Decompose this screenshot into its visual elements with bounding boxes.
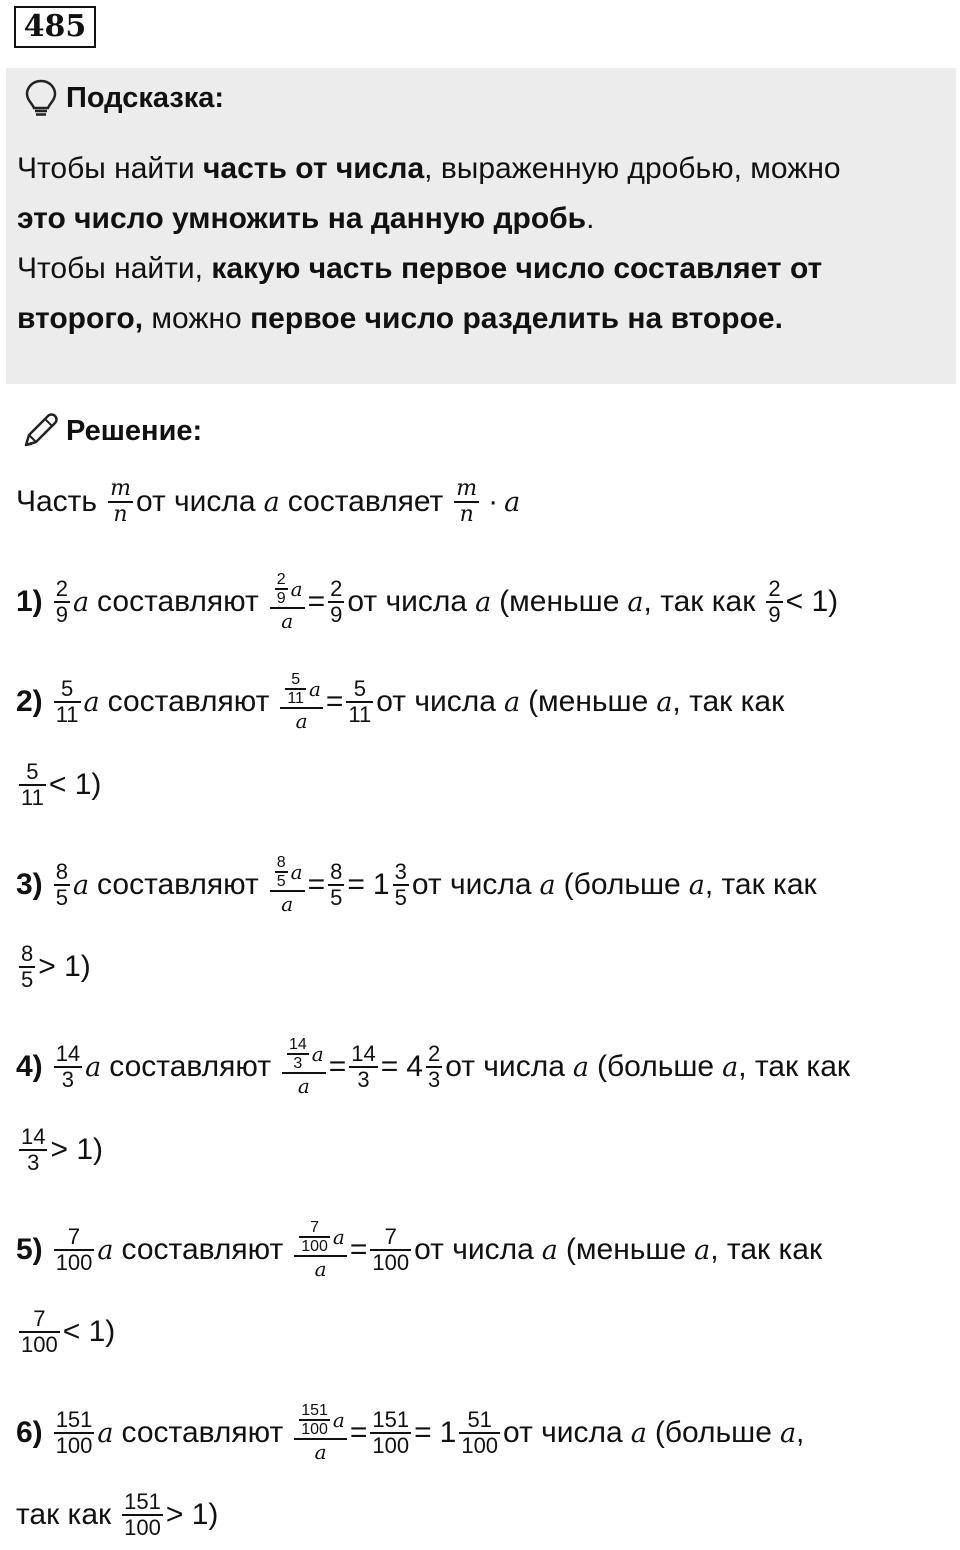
variable-a: a [314,1256,327,1281]
fraction-den: 9 [768,602,781,627]
intro-text: Часть [16,485,98,518]
fraction [54,860,70,910]
fraction-den: 100 [372,1433,410,1458]
solution-item [16,1037,850,1097]
variable-a: a [263,486,280,518]
item-label: 3) [16,868,43,901]
fraction-num: m [456,476,478,501]
fraction-den: 100 [461,1433,499,1458]
equals-sign: = [349,1416,368,1449]
compare-word: (меньше [565,1233,687,1266]
solution-item [16,1220,822,1280]
since-text: , так как [672,685,785,718]
fraction-den: 100 [301,1237,328,1255]
variable-a: a [281,891,294,916]
since-text: , так как [643,585,756,618]
equals-sign: = [349,1233,368,1266]
equals-sign: = [307,585,326,618]
variable-a: a [72,869,90,901]
hint-panel [6,68,956,384]
variable-a: a [295,708,308,733]
fraction-num: 5 [353,676,366,701]
solution-item-continuation [16,937,91,997]
fraction-num: 14 [351,1041,376,1066]
word-of: от числа [347,585,468,618]
hint-bold-part: первое число разделить на второе. [250,302,783,335]
variable-a: a [297,1073,310,1098]
fraction-den: 100 [55,1250,93,1275]
hint-line-3 [17,244,947,294]
dot-sign: · [488,485,499,518]
solution-item-continuation [16,1120,103,1180]
intro-text: от числа [135,485,256,518]
variable-a: a [332,1225,345,1249]
fraction-den: 3 [293,1054,303,1072]
fraction-num: 8 [55,859,68,884]
variable-a: a [630,1417,647,1449]
fraction-num: 14 [21,1124,46,1149]
fraction [54,1225,95,1275]
fraction [122,1490,163,1540]
fraction [328,860,344,910]
fraction [108,477,133,527]
fraction-num: 151 [124,1489,161,1514]
compare-result: > 1) [38,950,91,983]
fraction-num: 7 [33,1306,46,1331]
fraction-den: 100 [301,1420,328,1438]
solution-item-continuation [16,1485,218,1545]
hint-line-1 [17,144,947,194]
mixed-whole: 1 [372,868,390,901]
word-make: составляют [97,585,259,618]
word-make: составляют [109,1050,271,1083]
fraction-den: 11 [21,785,44,810]
fraction-den: 3 [27,1150,40,1175]
variable-a: a [656,686,673,718]
fraction [19,942,35,992]
fraction-den: 5 [330,885,343,910]
solution-header [20,410,202,452]
hint-text-part: Чтобы найти, [17,252,212,285]
pencil-icon [20,411,60,451]
variable-a: a [539,869,556,901]
compare-word: (меньше [528,685,649,718]
variable-a: a [72,586,90,618]
fraction-num: 2 [768,576,781,601]
compare-result: < 1) [62,1315,116,1348]
fraction [328,577,344,627]
hint-text-part: , выраженную дробью, можно [424,152,841,185]
variable-a: a [722,1051,739,1083]
mixed-whole: 1 [439,1416,457,1449]
fraction [275,571,288,607]
fraction-den: 11 [287,689,304,707]
solution-item-continuation [16,1302,115,1362]
compare-result: < 1) [785,585,839,618]
fraction-den: n [113,502,128,527]
fraction [393,860,409,910]
fraction [54,1408,95,1458]
variable-a: a [308,677,321,701]
fraction [285,671,306,707]
fraction [454,477,479,527]
fraction-den: 100 [21,1332,58,1357]
mixed-whole: 4 [406,1050,423,1083]
hint-text-part: Чтобы найти [17,152,204,185]
fraction-num: 7 [310,1219,320,1237]
solution-item [16,572,838,632]
fraction [766,577,782,627]
hint-line-2 [17,194,947,244]
fraction-num: 2 [330,576,343,601]
compare-word: (больше [654,1416,772,1449]
hint-bold-part: это число умножить на данную дробь [17,202,587,235]
variable-a: a [97,1234,114,1266]
fraction-num: 151 [301,1402,328,1420]
hint-bold-part: второго, [17,302,144,335]
fraction-den: 5 [55,885,68,910]
complex-fraction [282,1036,326,1098]
variable-a: a [779,1417,797,1449]
fraction-num: 2 [55,576,68,601]
fraction-num: m [110,476,131,501]
fraction [287,1036,309,1072]
variable-a: a [572,1051,589,1083]
variable-a: a [281,608,294,633]
fraction-num: 7 [67,1224,81,1249]
equals-sign: = [347,868,365,901]
equals-sign: = [414,1416,432,1449]
fraction-num: 3 [394,859,407,884]
fraction-num: 14 [55,1041,81,1066]
compare-word: (больше [597,1050,715,1083]
comma: , [796,1416,805,1449]
compare-word: (больше [563,868,681,901]
item-label: 4) [16,1050,43,1083]
variable-a: a [475,586,492,618]
hint-text-part: . [586,202,595,235]
hint-bold-part: какую часть первое число составляет от [211,252,823,285]
variable-a: a [688,869,705,901]
fraction-den: 100 [372,1250,410,1275]
hint-bold-part: часть от числа [203,152,425,185]
solution-item [16,1403,804,1463]
word-make: составляют [121,1233,284,1266]
hint-text-part: можно [143,302,251,335]
variable-a: a [503,686,521,718]
since-text: так как [16,1498,112,1531]
since-text: , так как [738,1050,851,1083]
since-text: , так как [710,1233,823,1266]
hint-header [24,78,224,118]
complex-fraction [270,854,305,916]
fraction [19,1125,47,1175]
variable-a: a [311,1042,324,1066]
compare-result: > 1) [165,1498,219,1531]
lightbulb-icon [24,78,58,118]
fraction-num: 5 [60,676,74,701]
hint-title: Подсказка: [66,81,225,114]
fraction-den: 11 [55,702,79,727]
complex-fraction [280,671,323,733]
solution-intro [16,472,520,532]
fraction [370,1225,411,1275]
fraction-den: 9 [330,602,343,627]
variable-a: a [290,860,303,884]
fraction-num: 51 [467,1407,492,1432]
word-of: от числа [503,1416,623,1449]
since-text: , так как [704,868,817,901]
variable-a: a [541,1234,558,1266]
hint-line-4 [17,294,947,344]
fraction [349,1042,377,1092]
solution-item [16,672,784,732]
word-of: от числа [414,1233,534,1266]
fraction-num: 8 [276,854,286,872]
fraction [54,677,81,727]
solution-title: Решение: [66,414,203,447]
variable-a: a [332,1408,345,1432]
fraction-den: 5 [394,885,407,910]
fraction-num: 2 [427,1041,441,1066]
equals-sign: = [380,1050,399,1083]
fraction-den: 9 [55,602,68,627]
fraction-num: 151 [55,1407,93,1432]
fraction [426,1042,442,1092]
fraction-num: 151 [372,1407,410,1432]
fraction [19,1307,60,1357]
fraction-den: 11 [348,702,372,727]
item-label: 6) [16,1416,43,1449]
fraction-den: 5 [276,872,286,890]
fraction-den: 100 [124,1515,161,1540]
fraction [299,1402,330,1438]
item-label: 1) [16,585,43,618]
item-label: 2) [16,685,43,718]
fraction-num: 7 [384,1224,397,1249]
complex-fraction [270,571,305,633]
fraction-num: 5 [26,759,39,784]
fraction [299,1219,330,1255]
equals-sign: = [325,685,344,718]
fraction-num: 2 [276,571,286,589]
fraction [346,677,373,727]
fraction-num: 14 [288,1036,307,1054]
fraction-num: 8 [21,941,34,966]
hint-text [17,144,947,344]
variable-a: a [694,1234,711,1266]
fraction [54,1042,82,1092]
fraction [19,760,46,810]
fraction-den: 9 [276,589,286,607]
compare-result: < 1) [48,768,102,801]
complex-fraction [294,1402,347,1464]
fraction-num: 8 [330,859,343,884]
variable-a: a [627,586,644,618]
fraction [459,1408,500,1458]
compare-word: (меньше [499,585,620,618]
word-make: составляют [121,1416,284,1449]
variable-a: a [290,577,303,601]
fraction-num: 5 [291,671,301,689]
fraction [275,854,288,890]
compare-result: > 1) [50,1133,104,1166]
word-of: от числа [376,685,496,718]
solution-item-continuation [16,755,101,815]
fraction-den: 3 [427,1067,441,1092]
word-make: составляют [97,868,259,901]
variable-a: a [314,1439,327,1464]
fraction-den: 5 [21,967,34,992]
fraction-den: 3 [357,1067,370,1092]
variable-a: a [83,686,100,718]
solution-item [16,855,817,915]
equals-sign: = [307,868,326,901]
fraction-den: n [459,502,474,527]
fraction-den: 100 [55,1433,93,1458]
complex-fraction [294,1219,347,1281]
item-label: 5) [16,1233,43,1266]
variable-a: a [85,1051,102,1083]
word-of: от числа [445,1050,565,1083]
word-of: от числа [411,868,532,901]
variable-a: a [504,486,521,518]
intro-text: составляет [287,485,444,518]
task-number: 485 [14,6,96,48]
fraction [370,1408,411,1458]
fraction-den: 3 [61,1067,75,1092]
variable-a: a [97,1417,114,1449]
equals-sign: = [328,1050,347,1083]
fraction [54,577,70,627]
word-make: составляют [107,685,270,718]
